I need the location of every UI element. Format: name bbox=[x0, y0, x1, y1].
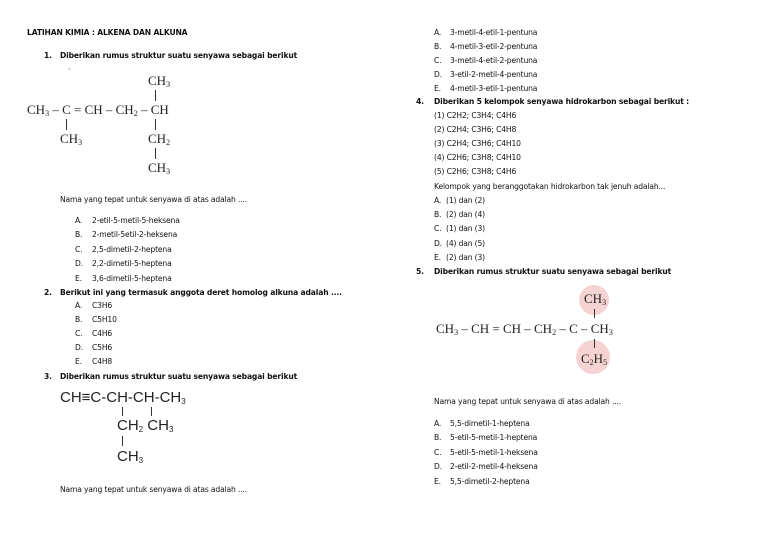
q3-option-b-letter: B. bbox=[434, 42, 442, 51]
q2-text: Berikut ini yang termasuk anggota deret homolog alkuna adalah .... bbox=[60, 288, 342, 297]
q2-number: 2. bbox=[44, 288, 52, 297]
q4-group-1: (1) C2H2; C3H4; C4H6 bbox=[434, 111, 517, 120]
q4-option-c-letter: C. bbox=[434, 224, 442, 233]
q1-option-d-letter: D. bbox=[75, 259, 83, 268]
s1-bond-right bbox=[155, 119, 156, 130]
q4-option-a: (1) dan (2) bbox=[446, 196, 485, 205]
q2-option-b: C5H10 bbox=[92, 315, 117, 324]
q1-number: 1. bbox=[44, 51, 52, 60]
s1-right-ch3: $CH_3$ bbox=[148, 160, 171, 176]
q1-option-d: 2,2-dimetil-5-heptena bbox=[92, 259, 172, 268]
q4-option-e-letter: E. bbox=[434, 253, 441, 262]
q1-text: Diberikan rumus struktur suatu senyawa sebagai berikut bbox=[60, 51, 298, 60]
q1-prompt: Nama yang tepat untuk senyawa di atas adalah .... bbox=[60, 195, 248, 204]
q5-prompt: Nama yang tepat untuk senyawa di atas adalah .... bbox=[434, 397, 622, 406]
s1-bond-top bbox=[155, 90, 156, 101]
page-title: LATIHAN KIMIA : ALKENA DAN ALKUNA bbox=[27, 28, 188, 37]
q1-dot: · bbox=[68, 65, 71, 74]
q4-option-a-letter: A. bbox=[434, 196, 442, 205]
s5-bond-bottom bbox=[594, 339, 595, 348]
q1-option-e-letter: E. bbox=[75, 274, 82, 283]
q2-option-a: C3H6 bbox=[92, 301, 113, 310]
q5-option-d-letter: D. bbox=[434, 462, 442, 471]
s3-branch-ch3: $CH_3$ bbox=[117, 448, 144, 465]
q5-text: Diberikan rumus struktur suatu senyawa sebagai berikut bbox=[434, 267, 672, 276]
q4-prompt: Kelompok yang beranggotakan hidrokarbon tak jenuh adalah... bbox=[434, 182, 666, 191]
q4-number: 4. bbox=[416, 97, 424, 106]
q3-option-e-letter: E. bbox=[434, 84, 441, 93]
q4-option-b: (2) dan (4) bbox=[446, 210, 485, 219]
q3-option-a: 3-metil-4-etil-1-pentuna bbox=[450, 28, 538, 37]
q2-option-d-letter: D. bbox=[75, 343, 83, 352]
q1-option-c: 2,5-dimetil-2-heptena bbox=[92, 245, 172, 254]
s1-left-ch3: $CH_3$ bbox=[60, 131, 83, 147]
q1-option-a: 2-etil-5-metil-5-heksena bbox=[92, 216, 180, 225]
q5-option-d: 2-etil-2-metil-4-heksena bbox=[450, 462, 538, 471]
q5-option-b: 5-etil-5-metil-1-heptena bbox=[450, 433, 538, 442]
q3-text: Diberikan rumus struktur suatu senyawa sebagai berikut bbox=[60, 372, 298, 381]
q1-option-b-letter: B. bbox=[75, 230, 83, 239]
s1-bond-right2 bbox=[155, 148, 156, 159]
s5-bottom-c2h5: $C_2H_5$ bbox=[581, 351, 608, 367]
q3-option-d-letter: D. bbox=[434, 70, 442, 79]
s3-bond-1 bbox=[122, 407, 123, 416]
s3-bond-3 bbox=[122, 436, 123, 446]
q4-option-b-letter: B. bbox=[434, 210, 442, 219]
s1-bond-left bbox=[66, 119, 67, 130]
q4-group-3: (3) C2H4; C3H6; C4H10 bbox=[434, 139, 521, 148]
q2-option-c-letter: C. bbox=[75, 329, 83, 338]
q3-option-b: 4-metil-3-etil-2-pentuna bbox=[450, 42, 538, 51]
q2-option-c: C4H6 bbox=[92, 329, 113, 338]
q2-option-e-letter: E. bbox=[75, 357, 82, 366]
q4-group-4: (4) C2H6; C3H8; C4H10 bbox=[434, 153, 521, 162]
q3-option-c-letter: C. bbox=[434, 56, 442, 65]
q4-group-2: (2) C2H4; C3H6; C4H8 bbox=[434, 125, 517, 134]
s1-main-chain: $CH_3$ – C = CH – $CH_2$ – CH bbox=[27, 102, 169, 118]
q2-option-d: C5H6 bbox=[92, 343, 113, 352]
q2-option-e: C4H8 bbox=[92, 357, 113, 366]
q1-option-e: 3,6-dimetil-5-heptena bbox=[92, 274, 172, 283]
q5-option-a: 5,5-dimetil-1-heptena bbox=[450, 419, 530, 428]
q2-option-a-letter: A. bbox=[75, 301, 83, 310]
q1-option-a-letter: A. bbox=[75, 216, 83, 225]
q4-option-d: (4) dan (5) bbox=[446, 239, 485, 248]
q3-option-c: 3-metil-4-etil-2-pentuna bbox=[450, 56, 538, 65]
q3-option-d: 3-etil-2-metil-4-pentuna bbox=[450, 70, 538, 79]
q4-group-5: (5) C2H6; C3H8; C4H6 bbox=[434, 167, 517, 176]
q1-option-b: 2-metil-5etil-2-heksena bbox=[92, 230, 178, 239]
q3-prompt: Nama yang tepat untuk senyawa di atas adalah .... bbox=[60, 485, 248, 494]
s5-bond-top bbox=[594, 309, 595, 318]
s5-top-ch3: $CH_3$ bbox=[584, 291, 607, 307]
s1-top-ch3: $CH_3$ bbox=[148, 73, 171, 89]
s1-right-ch2: $CH_2$ bbox=[148, 131, 171, 147]
q3-option-a-letter: A. bbox=[434, 28, 442, 37]
q4-option-c: (1) dan (3) bbox=[446, 224, 485, 233]
s3-bond-2 bbox=[151, 407, 152, 416]
q3-number: 3. bbox=[44, 372, 52, 381]
s5-main-chain: $CH_3$ – CH = CH – $CH_2$ – C – $CH_3$ bbox=[436, 321, 613, 337]
q4-option-e: (2) dan (3) bbox=[446, 253, 485, 262]
s3-branch-row: $CH_2$ $CH_3$ bbox=[117, 417, 174, 434]
q2-option-b-letter: B. bbox=[75, 315, 83, 324]
q5-option-e-letter: E. bbox=[434, 477, 441, 486]
q4-option-d-letter: D. bbox=[434, 239, 442, 248]
q5-number: 5. bbox=[416, 267, 424, 276]
q3-option-e: 4-metil-3-etil-1-pentuna bbox=[450, 84, 538, 93]
q5-option-c: 5-etil-5-metil-1-heksena bbox=[450, 448, 538, 457]
q5-option-e: 5,5-dimetil-2-heptena bbox=[450, 477, 530, 486]
q1-option-c-letter: C. bbox=[75, 245, 83, 254]
q4-text: Diberikan 5 kelompok senyawa hidrokarbon sebagai berikut : bbox=[434, 97, 690, 106]
s3-main-chain: $CH\equiv C-CH-CH-CH_3$ bbox=[60, 389, 186, 406]
q5-option-c-letter: C. bbox=[434, 448, 442, 457]
q5-option-b-letter: B. bbox=[434, 433, 442, 442]
q5-option-a-letter: A. bbox=[434, 419, 442, 428]
